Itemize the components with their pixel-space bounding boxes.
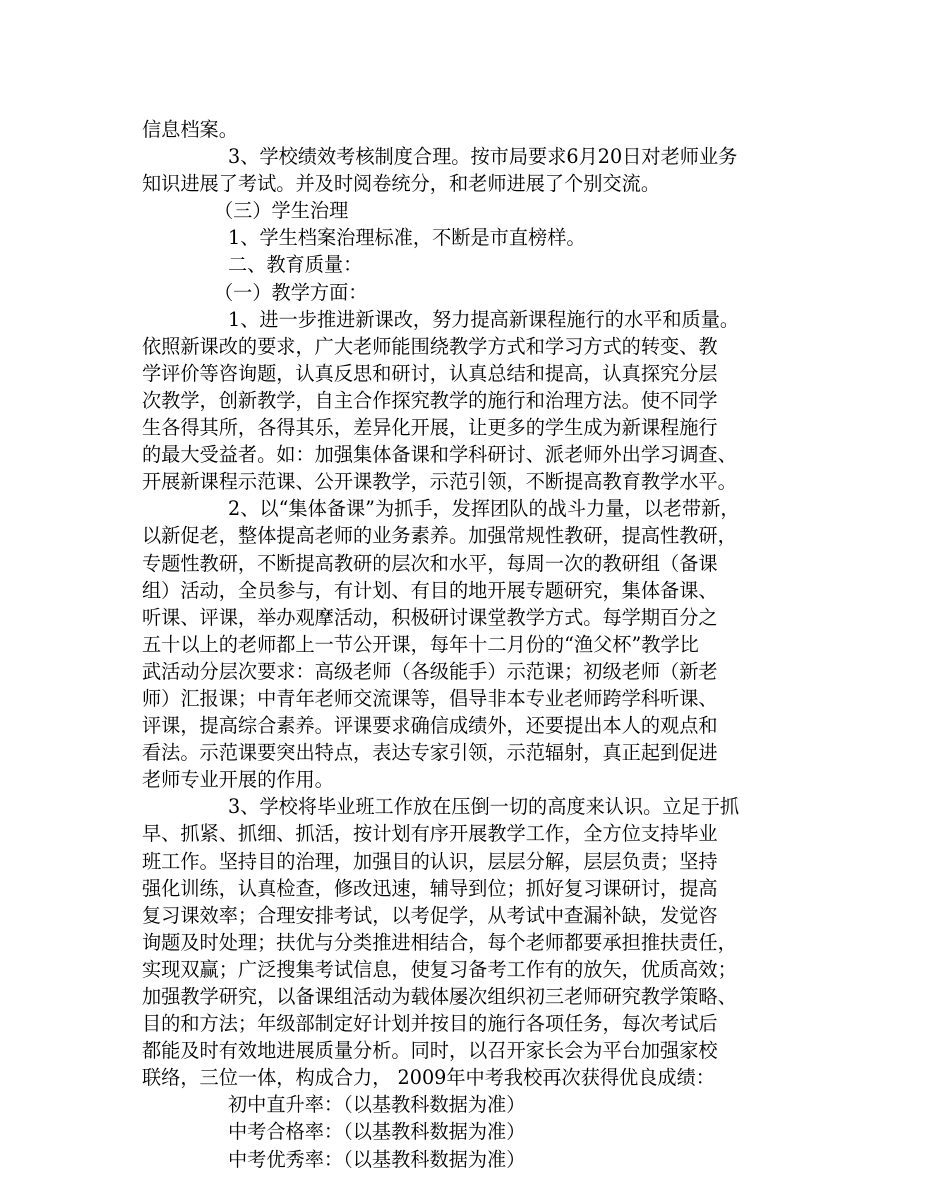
text-line-8: 1、进一步推进新课改，努力提高新课程施行的水平和质量。 xyxy=(228,307,740,331)
section-heading-education-quality: 二、教育质量： xyxy=(228,253,363,277)
text-line-29: 强化训练，认真检查，修改迅速，辅导到位；抓好复习课研讨，提高 xyxy=(142,876,718,900)
section-heading-student-management: （三）学生治理 xyxy=(214,199,349,223)
text-line-15: 2、以“集体备课”为抓手，发挥团队的战斗力量，以老带新， xyxy=(228,497,740,521)
text-line-11: 次教学，创新教学，自主合作探究教学的施行和治理方法。使不同学 xyxy=(142,388,718,412)
text-line-16: 以新促老，整体提高老师的业务素养。加强常规性教研，提高性教研， xyxy=(142,524,737,548)
text-line-30: 复习课效率；合理安排考试，以考促学，从考试中查漏补缺，发觉咨 xyxy=(142,903,718,927)
text-line-9: 依照新课改的要求，广大老师能围绕教学方式和学习方式的转变、教 xyxy=(142,334,718,358)
text-line-31: 询题及时处理；扶优与分类推进相结合，每个老师都要承担推扶责任， xyxy=(142,930,737,954)
text-line-13: 的最大受益者。如：加强集体备课和学科研讨、派老师外出学习调查、 xyxy=(142,443,737,467)
text-line-25: 老师专业开展的作用。 xyxy=(142,768,334,792)
text-line-28: 班工作。坚持目的治理，加强目的认识，层层分解，层层负责；坚持 xyxy=(142,849,718,873)
text-line-2: 3、学校绩效考核制度合理。按市局要求6月20日对老师业务 xyxy=(228,145,738,169)
text-line-23: 评课，提高综合素养。评课要求确信成绩外，还要提出本人的观点和 xyxy=(142,714,718,738)
text-line-14: 开展新课程示范课、公开课教学，示范引领，不断提高教育教学水平。 xyxy=(142,470,737,494)
text-line-20: 五十以上的老师都上一节公开课，每年十二月份的“渔父杯”教学比 xyxy=(142,632,699,656)
text-line-32: 实现双赢；广泛搜集考试信息，使复习备考工作有的放矢，优质高效； xyxy=(142,957,737,981)
text-line-36: 联络，三位一体，构成合力， 2009年中考我校再次获得优良成绩： xyxy=(142,1066,715,1090)
text-line-35: 都能及时有效地进展质量分析。同时，以召开家长会为平台加强家校 xyxy=(142,1039,718,1063)
stat-line-excellence-rate: 中考优秀率：（以基教科数据为准） xyxy=(228,1147,526,1171)
text-line-22: 师）汇报课；中青年老师交流课等，倡导非本专业老师跨学科听课、 xyxy=(142,686,718,710)
text-line-1: 信息档案。 xyxy=(142,118,238,141)
text-line-21: 武活动分层次要求：高级老师（各级能手）示范课；初级老师（新老 xyxy=(142,659,718,683)
text-line-18: 组）活动，全员参与，有计划、有目的地开展专题研究，集体备课、 xyxy=(142,578,718,602)
text-line-3: 知识进展了考试。并及时阅卷统分，和老师进展了个别交流。 xyxy=(142,172,661,196)
stat-line-promotion-rate: 初中直升率：（以基教科数据为准） xyxy=(228,1093,526,1117)
text-line-12: 生各得其所，各得其乐，差异化开展，让更多的学生成为新课程施行 xyxy=(142,416,718,440)
text-line-26: 3、学校将毕业班工作放在压倒一切的高度来认识。立足于抓 xyxy=(228,795,740,819)
text-line-19: 听课、评课，举办观摩活动，积极研讨课堂教学方式。每学期百分之 xyxy=(142,605,718,629)
text-line-17: 专题性教研，不断提高教研的层次和水平，每周一次的教研组（备课 xyxy=(142,551,718,575)
text-line-33: 加强教学研究，以备课组活动为载体屡次组织初三老师研究教学策略、 xyxy=(142,985,737,1008)
text-line-10: 学评价等咨询题，认真反思和研讨，认真总结和提高，认真探究分层 xyxy=(142,361,718,385)
text-line-24: 看法。示范课要突出特点，表达专家引领，示范辐射，真正起到促进 xyxy=(142,741,718,765)
section-heading-teaching: （一）教学方面： xyxy=(214,280,368,304)
text-line-5: 1、学生档案治理标准，不断是市直榜样。 xyxy=(228,226,586,250)
text-line-27: 早、抓紧、抓细、抓活，按计划有序开展教学工作，全方位支持毕业 xyxy=(142,822,718,846)
text-line-34: 目的和方法；年级部制定好计划并按目的施行各项任务，每次考试后 xyxy=(142,1012,718,1036)
document-page xyxy=(142,116,832,1173)
stat-line-pass-rate: 中考合格率：（以基教科数据为准） xyxy=(228,1120,526,1144)
